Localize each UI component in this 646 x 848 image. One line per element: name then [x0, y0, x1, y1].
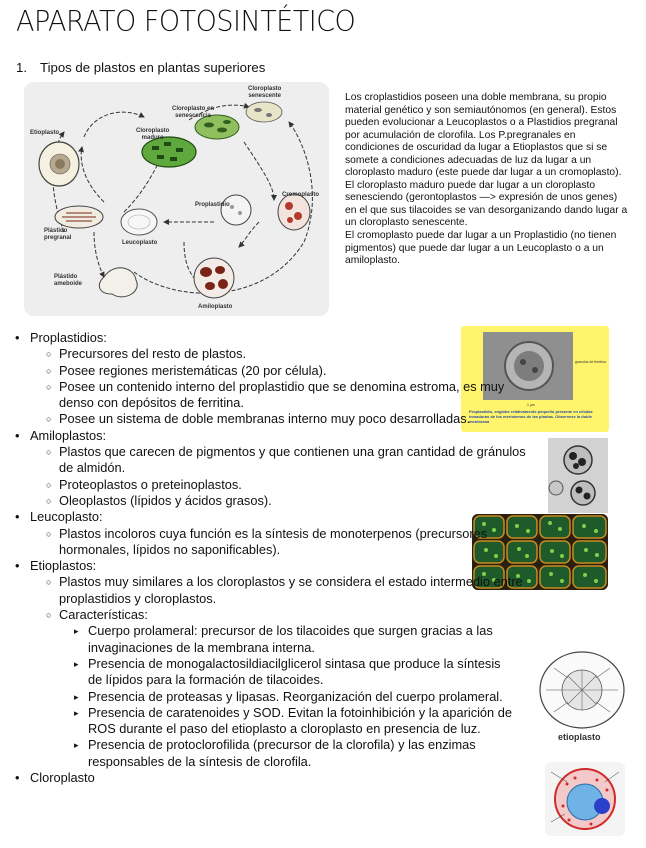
label-amoeboid-2: ameboide — [54, 281, 83, 287]
etioplast-feature-3: ▸ Presencia de proteasas y lipasas. Reorganización del cuerpo prolameral. — [14, 689, 518, 705]
pregranal-plastid-shape — [55, 206, 103, 228]
label-pregranal-2: pregranal — [44, 235, 72, 241]
intro-paragraph-2: El cromoplasto puede dar lugar a un Proplastidio (no tienen pigmentos) que puede dar lugar a un Leucoplasto o a un amiloplasto. — [345, 230, 617, 267]
list-item-chloroplast: • Cloroplasto — [14, 770, 614, 786]
label-ripening-2: senescencia — [175, 113, 211, 119]
label-mature-2: maduro — [141, 135, 164, 141]
plastid-cycle-diagram — [24, 82, 329, 316]
section-number: 1. — [16, 60, 27, 75]
chromoplast-shape — [278, 194, 310, 230]
label-mature-1: Cloroplasto — [136, 128, 170, 134]
etioplasts-point-2: ○ Características: — [14, 607, 614, 623]
leucoplast-point-1: ○ Plastos incoloros cuya función es la síntesis de monoterpenos (precursores hormonales, lípidos no saponificables). — [14, 526, 509, 559]
list-item-etioplasts: • Etioplastos: — [14, 558, 614, 574]
amyloplasts-point-1: ○ Plastos que carecen de pigmentos y que contienen una gran cantidad de gránulos de almidón. — [14, 444, 529, 477]
label-senescent-2: senescente — [248, 93, 282, 99]
etioplast-feature-4: ▸ Presencia de caratenoides y SOD. Evitan la fotoinhibición y la aparición de ROS durante el paso del etioplasto a cloroplasto en presencia de luz. — [14, 705, 518, 738]
label-leucoplast: Leucoplasto — [122, 240, 158, 246]
label-senescent-1: Cloroplasto — [248, 86, 282, 92]
amyloplast-shape — [194, 258, 234, 298]
etioplast-feature-1: ▸ Cuerpo prolameral: precursor de los tilacoides que surgen gracias a las invaginaciones de la membrana interna. — [14, 623, 518, 656]
label-amoeboid-1: Plástido — [54, 274, 78, 280]
cycle-arrows — [53, 105, 313, 293]
amyloplasts-point-3: ○ Oleoplastos (lípidos y ácidos grasos). — [14, 493, 614, 509]
intro-text — [345, 92, 630, 268]
list-item-proplastids: • Proplastidios: — [14, 330, 614, 346]
etioplast-feature-5: ▸ Presencia de protoclorofilida (precursor de la clorofila) y las enzimas responsables de la síntesis de clorofila. — [14, 737, 518, 770]
plastid-types-list — [14, 330, 614, 786]
section-title: Tipos de plastos en plantas superiores — [40, 60, 266, 75]
section-heading — [16, 60, 265, 75]
list-item-leucoplast: • Leucoplasto: — [14, 509, 614, 525]
etioplast-feature-2: ▸ Presencia de monogalactosildiacilglicerol sintasa que produce la síntesis de lípidos para la formación de tilacoides. — [14, 656, 518, 689]
label-etioplast: Etioplasto — [30, 130, 60, 136]
amoeboid-plastid-shape — [99, 268, 137, 297]
label-proplastid: Proplastidio — [195, 202, 230, 208]
proplastids-point-3: ○ Posee un contenido interno del proplastidio que se denomina estroma, es muy denso con depósitos de ferritina. — [14, 379, 509, 412]
label-chromoplast: Cromoplasto — [282, 192, 320, 198]
ferritin-label: granulos de ferritina — [575, 360, 606, 364]
proplastids-point-1: ○ Precursores del resto de plastos. — [14, 346, 614, 362]
label-pregranal-1: Plástido — [44, 228, 68, 234]
proplastids-point-4: ○ Posee un sistema de doble membranas interno muy poco desarrolladas. — [14, 411, 509, 427]
list-item-amyloplasts: • Amiloplastos: — [14, 428, 614, 444]
page-title: APARATO FOTOSINTÉTICO — [16, 6, 356, 39]
etioplasts-point-1: ○ Plastos muy similares a los cloroplastos y se considera el estado intermedio entre proplastidios y cloroplastos. — [14, 574, 589, 607]
leucoplast-shape — [121, 209, 157, 235]
proplastid-caption: Proplastidio, englobe relativamente pequeño presente en células inmaduras de los meristemos de las plantas. Observese la doble membrana — [469, 409, 593, 424]
etioplast-shape — [39, 142, 79, 186]
etioplast-figure-label: etioplasto — [558, 732, 601, 742]
intro-paragraph-1: Los croplastidios poseen una doble membrana, su propio material genético y son semiautónomos (en general). Estos pueden evolucionar a Leucoplastos o a Plastidios pregranal por acumulación de clorofila. Los P.pregranales en condiciones de oscuridad da lugar a Etioplastos que si se somete a condiciones adecuadas de luz da lugar a un cloroplasto maduro (este puede dar lugar a un cromoplasto). El cloroplasto maduro puede dar lugar a un cloroplasto senesciendo (gerontoplastos —> expresión de unos genes) en el que sus tilacoides se van desorganizando dando lugar a un cloroplasto senescente. — [345, 92, 628, 229]
amyloplasts-point-2: ○ Proteoplastos o preteinoplastos. — [14, 477, 614, 493]
proplastids-point-2: ○ Posee regiones meristemáticas (20 por célula). — [14, 363, 614, 379]
proplastid-shape — [221, 195, 251, 225]
scale-label: 1 µm — [527, 403, 535, 407]
senescent-chloroplast-shape — [246, 102, 282, 122]
label-amyloplast: Amiloplasto — [198, 304, 233, 310]
label-ripening-1: Cloroplasto en — [172, 106, 215, 112]
